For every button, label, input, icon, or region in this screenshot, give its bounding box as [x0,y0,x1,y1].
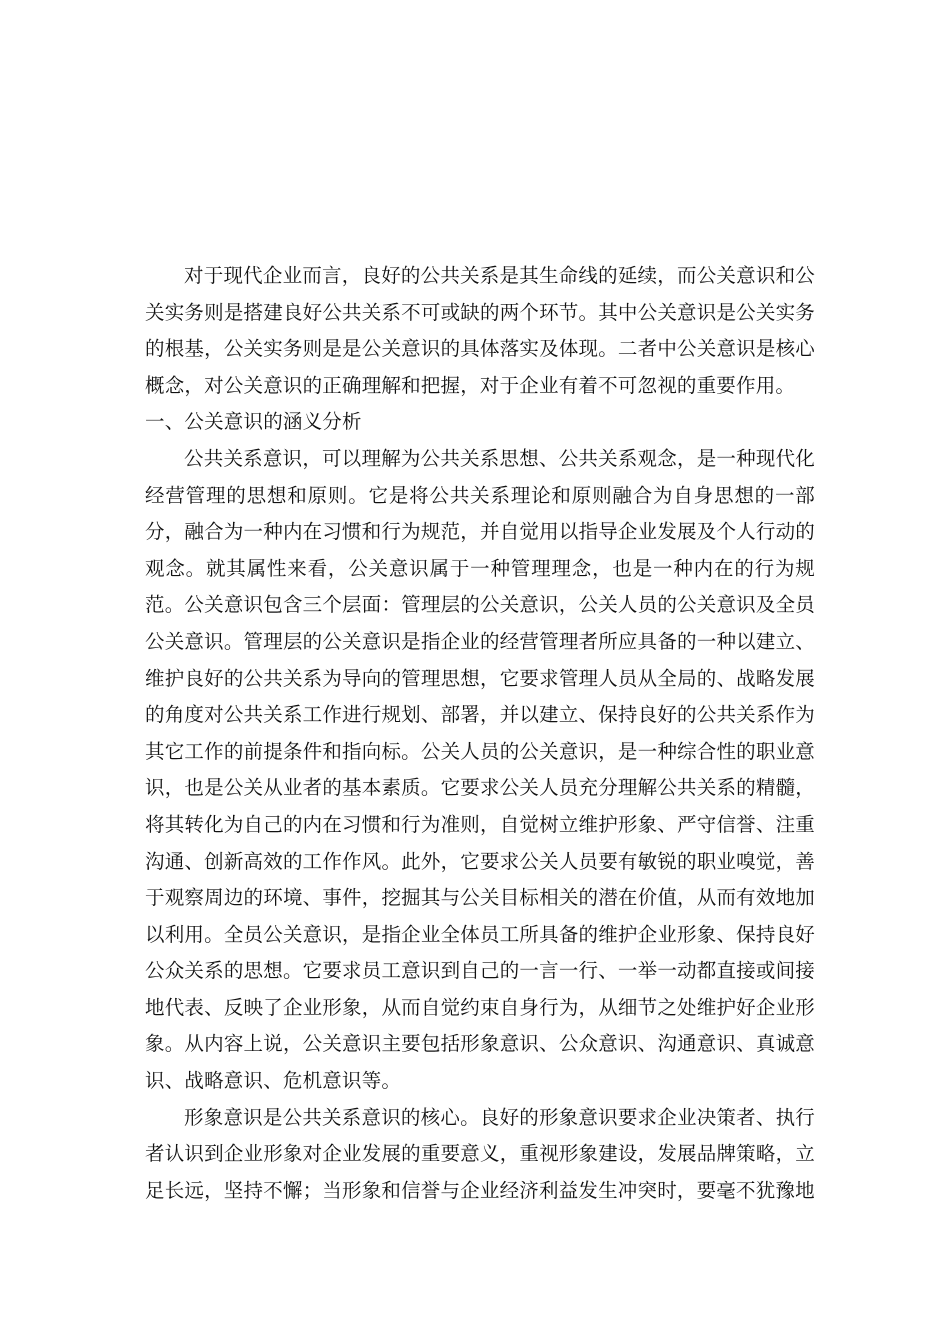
section-paragraph-1: 公共关系意识，可以理解为公共关系思想、公共关系观念，是一种现代化经营管理的思想和原则。它是将公共关系理论和原则融合为自身思想的一部分，融合为一种内在习惯和行为规范，并自觉用以指导企业发展及个人行动的观念。就其属性来看，公关意识属于一种管理理念，也是一种内在的行为规范。公关意识包含三个层面：管理层的公关意识，公关人员的公关意识及全员公关意识。管理层的公关意识是指企业的经营管理者所应具备的一种以建立、维护良好的公共关系为导向的管理思想，它要求管理人员从全局的、战略发展的角度对公共关系工作进行规划、部署，并以建立、保持良好的公共关系作为其它工作的前提条件和指向标。公关人员的公关意识，是一种综合性的职业意识，也是公关从业者的基本素质。它要求公关人员充分理解公共关系的精髓，将其转化为自己的内在习惯和行为准则，自觉树立维护形象、严守信誉、注重沟通、创新高效的工作作风。此外，它要求公关人员要有敏锐的职业嗅觉，善于观察周边的环境、事件，挖掘其与公关目标相关的潜在价值，从而有效地加以利用。全员公关意识，是指企业全体员工所具备的维护企业形象、保持良好公众关系的思想。它要求员工意识到自己的一言一行、一举一动都直接或间接地代表、反映了企业形象，从而自觉约束自身行为，从细节之处维护好企业形象。从内容上说，公关意识主要包括形象意识、公众意识、沟通意识、真诚意识、战略意识、危机意识等。 [145,446,815,1093]
section-paragraph-2: 形象意识是公共关系意识的核心。良好的形象意识要求企业决策者、执行者认识到企业形象对企业发展的重要意义，重视形象建设，发展品牌策略，立足长远，坚持不懈；当形象和信誉与企业经济利益发生冲突时，要毫不犹豫地 [145,1105,815,1202]
section-heading: 一、公关意识的涵义分析 [145,410,362,434]
document-body [145,258,815,1209]
intro-paragraph: 对于现代企业而言，良好的公共关系是其生命线的延续，而公关意识和公关实务则是搭建良好公共关系不可或缺的两个环节。其中公关意识是公关实务的根基，公关实务则是是公关意识的具体落实及体现。二者中公关意识是核心概念，对公关意识的正确理解和把握，对于企业有着不可忽视的重要作用。 [145,264,815,397]
